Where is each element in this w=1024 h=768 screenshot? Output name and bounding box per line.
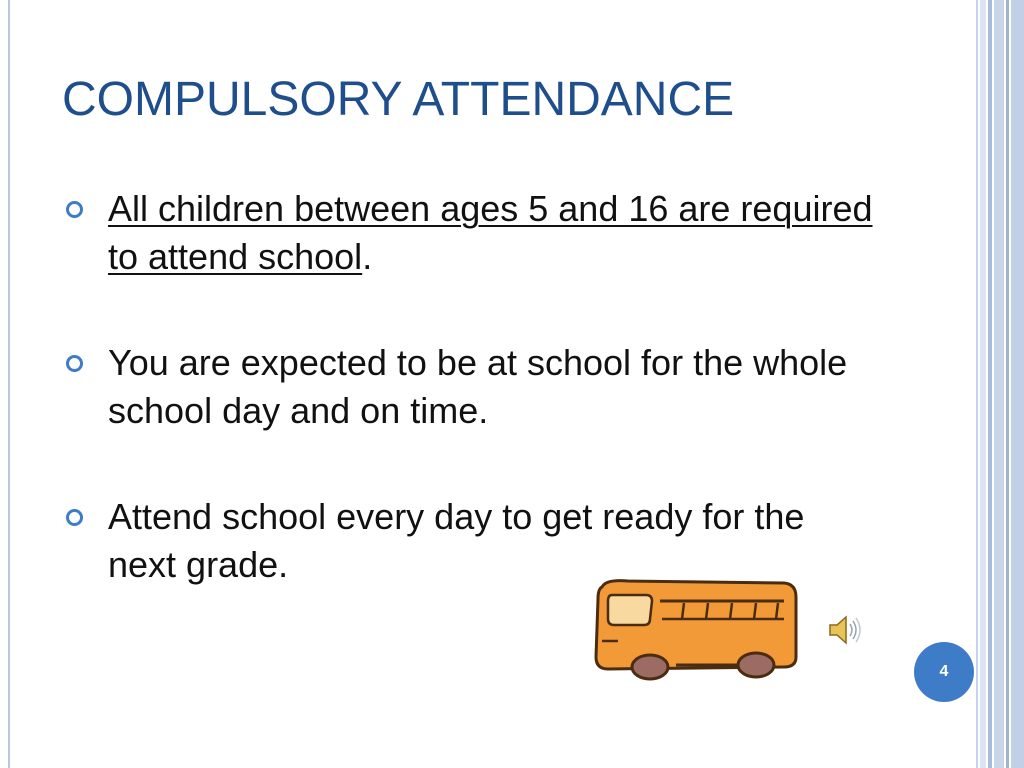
slide-title: COMPULSORY ATTENDANCE xyxy=(62,73,735,126)
bullet-text: You are expected to be at school for the whole school day and on time. xyxy=(108,342,848,431)
bullet-marker-icon xyxy=(66,201,83,218)
left-border xyxy=(8,0,10,768)
slide-number: 4 xyxy=(914,642,974,702)
school-bus-icon xyxy=(588,575,803,685)
speaker-icon[interactable] xyxy=(826,612,862,648)
bullet-underlined-text: All children between ages 5 and 16 are required to attend school xyxy=(108,188,873,277)
bullet-item xyxy=(62,185,882,281)
bullet-text: Attend school every day to get ready for the next grade. xyxy=(108,496,805,585)
bullet-marker-icon xyxy=(66,355,83,372)
bullet-text: . xyxy=(362,236,373,277)
bullet-marker-icon xyxy=(66,509,83,526)
right-decoration xyxy=(976,0,1024,768)
bullet-item xyxy=(62,339,882,435)
